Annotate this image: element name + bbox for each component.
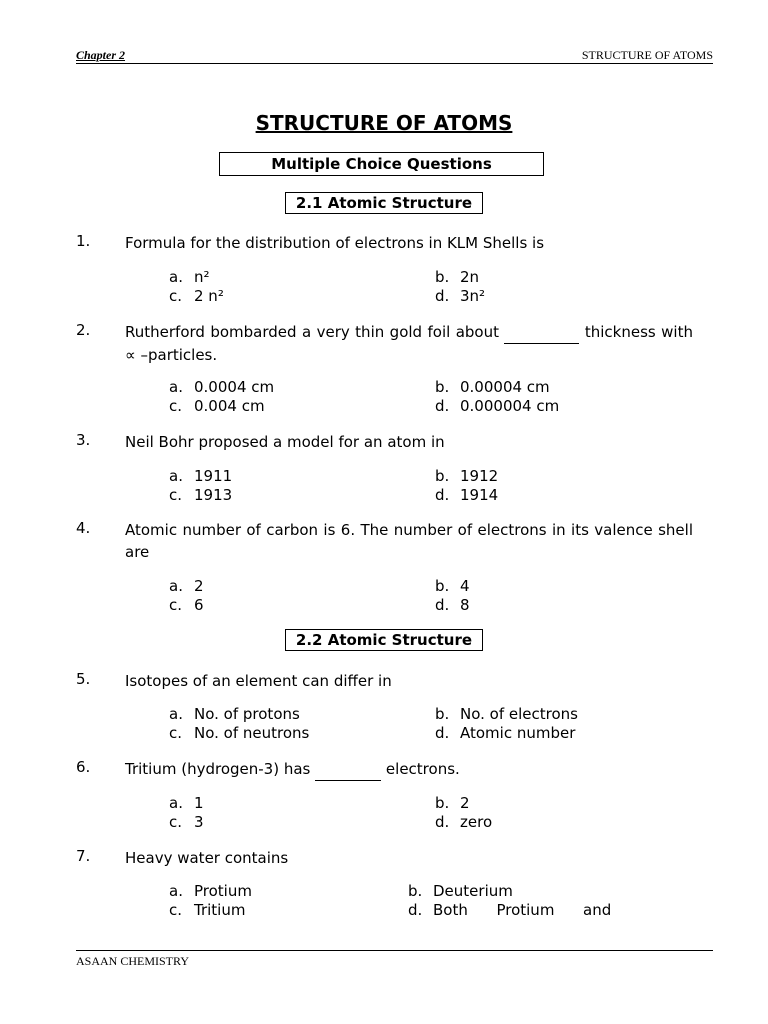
option-d (435, 287, 485, 306)
option-c (169, 901, 245, 920)
option-c (169, 724, 309, 743)
question-number: 2. (76, 321, 91, 339)
option-key: d. (435, 596, 450, 614)
option-text: 0.004 cm (194, 397, 265, 415)
option-text: 4 (460, 577, 470, 595)
option-text: 3n² (460, 287, 486, 305)
option-text: 0.0004 cm (194, 378, 275, 396)
option-a (169, 268, 210, 287)
option-a (169, 882, 252, 901)
option-b (435, 378, 550, 397)
option-text: Deuterium (433, 882, 513, 900)
option-text: Tritium (194, 901, 246, 919)
option-text: 2n (460, 268, 480, 286)
option-text: 0.00004 cm (460, 378, 550, 396)
option-key: c. (169, 813, 183, 831)
option-key: c. (169, 486, 183, 504)
option-key: c. (169, 287, 183, 305)
option-d (435, 397, 559, 416)
option-key: b. (435, 577, 450, 595)
option-text: 2 (460, 794, 470, 812)
option-text: n² (194, 268, 210, 286)
option-b (435, 705, 578, 724)
option-b (435, 794, 470, 813)
footer-text: ASAAN CHEMISTRY (76, 954, 190, 968)
option-text: 1914 (460, 486, 499, 504)
option-b (435, 268, 479, 287)
option-key: a. (169, 882, 183, 900)
option-d (408, 901, 611, 920)
option-key: c. (169, 724, 183, 742)
option-key: b. (435, 794, 450, 812)
question-text-part: thickness with ∝ –particles. (125, 323, 693, 364)
question-text (125, 321, 693, 366)
option-text: 1913 (194, 486, 233, 504)
question-number: 6. (76, 758, 91, 776)
question-5 (76, 670, 693, 692)
question-text: Isotopes of an element can differ in (125, 672, 392, 690)
option-key: b. (408, 882, 423, 900)
option-c (169, 397, 265, 416)
option-text: Both Protium and (433, 901, 612, 919)
option-d (435, 813, 492, 832)
option-text: 6 (194, 596, 204, 614)
option-a (169, 467, 232, 486)
option-key: a. (169, 577, 183, 595)
answer-blank (315, 758, 381, 781)
page-title: STRUCTURE OF ATOMS (255, 111, 513, 135)
question-text-part: Tritium (hydrogen-3) has (125, 760, 311, 778)
question-number: 3. (76, 431, 91, 449)
question-text: Heavy water contains (125, 849, 289, 867)
option-key: c. (169, 397, 183, 415)
option-text: 3 (194, 813, 204, 831)
option-text: zero (460, 813, 493, 831)
question-text: Formula for the distribution of electrons in KLM Shells is (125, 234, 545, 252)
question-text-part: Rutherford bombarded a very thin gold foil about (125, 323, 499, 341)
option-text: 1911 (194, 467, 233, 485)
option-text: 1 (194, 794, 204, 812)
option-c (169, 486, 232, 505)
option-key: d. (435, 397, 450, 415)
question-1 (76, 232, 693, 254)
option-text: 0.000004 cm (460, 397, 560, 415)
option-text: Protium (194, 882, 252, 900)
option-key: a. (169, 794, 183, 812)
option-key: d. (435, 287, 450, 305)
question-text: Atomic number of carbon is 6. The number of electrons in its valence shell are (125, 521, 693, 561)
option-key: a. (169, 268, 183, 286)
option-text: 1912 (460, 467, 499, 485)
option-a (169, 577, 204, 596)
option-key: a. (169, 467, 183, 485)
question-3 (76, 431, 693, 453)
question-2 (76, 321, 693, 366)
option-b (408, 882, 513, 901)
option-key: a. (169, 378, 183, 396)
option-key: d. (435, 486, 450, 504)
header-title: STRUCTURE OF ATOMS (581, 48, 713, 62)
question-text-part: electrons. (385, 760, 460, 778)
question-6 (76, 758, 693, 781)
option-key: b. (435, 467, 450, 485)
option-key: b. (435, 378, 450, 396)
option-key: c. (169, 901, 183, 919)
question-number: 1. (76, 232, 91, 250)
option-text: No. of neutrons (194, 724, 310, 742)
question-number: 7. (76, 847, 91, 865)
answer-blank (504, 321, 579, 344)
option-b (435, 577, 470, 596)
option-text: 2 n² (194, 287, 224, 305)
page-header (76, 47, 713, 64)
option-text: 2 (194, 577, 204, 595)
option-a (169, 705, 300, 724)
option-d (435, 486, 498, 505)
option-key: c. (169, 596, 183, 614)
option-key: d. (435, 724, 450, 742)
option-text: No. of electrons (460, 705, 578, 723)
section-heading-2-1: 2.1 Atomic Structure (285, 192, 483, 214)
option-key: d. (408, 901, 423, 919)
option-d (435, 596, 470, 615)
question-7 (76, 847, 693, 869)
question-text: Neil Bohr proposed a model for an atom in (125, 433, 445, 451)
option-d (435, 724, 575, 743)
option-key: b. (435, 705, 450, 723)
option-c (169, 813, 204, 832)
section-heading-2-2: 2.2 Atomic Structure (285, 629, 483, 651)
option-b (435, 467, 498, 486)
option-a (169, 794, 204, 813)
option-key: b. (435, 268, 450, 286)
option-a (169, 378, 274, 397)
question-4 (76, 519, 693, 563)
chapter-label: Chapter 2 (76, 48, 126, 62)
question-number: 5. (76, 670, 91, 688)
option-c (169, 596, 204, 615)
subtitle-box: Multiple Choice Questions (219, 152, 544, 176)
option-text: Atomic number (460, 724, 576, 742)
question-text (125, 758, 693, 781)
option-text: 8 (460, 596, 470, 614)
option-key: a. (169, 705, 183, 723)
option-key: d. (435, 813, 450, 831)
option-c (169, 287, 224, 306)
page-footer (76, 950, 713, 969)
question-number: 4. (76, 519, 91, 537)
option-text: No. of protons (194, 705, 300, 723)
